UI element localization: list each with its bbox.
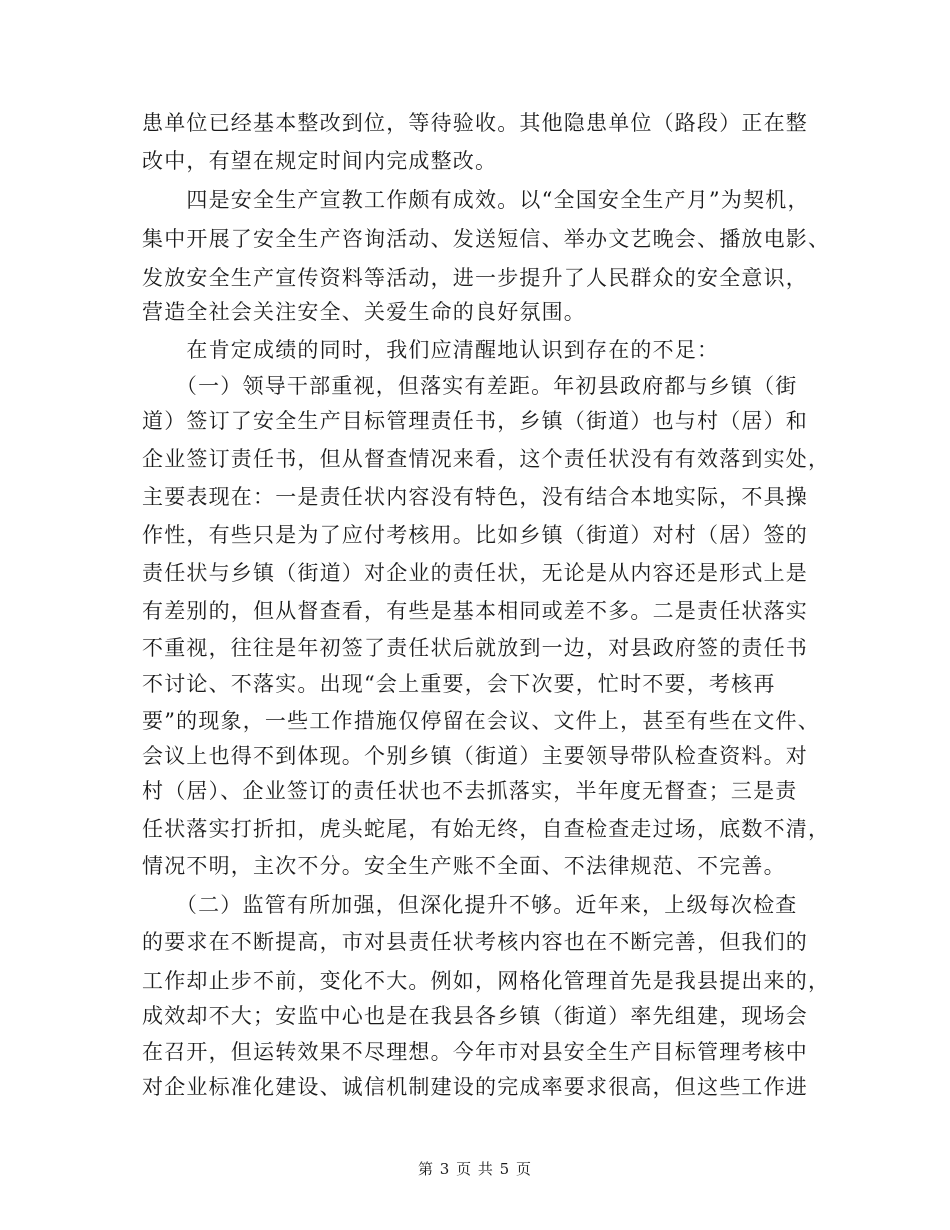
text-line: （一）领导干部重视，但落实有差距。年初县政府都与乡镇（街 — [142, 374, 798, 398]
text-line: 的要求在不断提高，市对县责任状考核内容也在不断完善，但我们的 — [142, 930, 808, 954]
text-line: 作性，有些只是为了应付考核用。比如乡镇（街道）对村（居）签的 — [142, 523, 808, 547]
text-line: （二）监管有所加强，但深化提升不够。近年来，上级每次检查 — [142, 893, 798, 917]
text-line: 集中开展了安全生产咨询活动、发送短信、举办文艺晚会、播放电影、 — [142, 227, 831, 251]
text-line: 营造全社会关注安全、关爱生命的良好氛围。 — [142, 300, 586, 324]
text-line: 企业签订责任书，但从督查情况来看，这个责任状没有有效落到实处， — [142, 447, 831, 471]
text-line: 改中，有望在规定时间内完成整改。 — [142, 149, 498, 173]
text-line: 发放安全生产宣传资料等活动，进一步提升了人民群众的安全意识， — [142, 266, 808, 290]
text-line: 情况不明，主次不分。安全生产账不全面、不法律规范、不完善。 — [142, 854, 786, 878]
text-line: 有差别的，但从督查看，有些是基本相同或差不多。二是责任状落实 — [142, 599, 808, 623]
text-line: 任状落实打折扣，虎头蛇尾，有始无终，自查检查走过场，底数不清， — [142, 817, 831, 841]
text-line: 主要表现在：一是责任状内容没有特色，没有结合本地实际，不具操 — [142, 485, 808, 509]
text-line: 在肯定成绩的同时，我们应清醒地认识到存在的不足： — [142, 338, 720, 362]
text-line: 责任状与乡镇（街道）对企业的责任状，无论是从内容还是形式上是 — [142, 561, 808, 585]
text-line: 对企业标准化建设、诚信机制建设的完成率要求很高，但这些工作进 — [142, 1075, 808, 1099]
text-line: 要”的现象，一些工作措施仅停留在会议、文件上，甚至有些在文件、 — [142, 709, 820, 733]
text-line: 工作却止步不前，变化不大。例如，网格化管理首先是我县提出来的， — [142, 969, 831, 993]
text-line: 道）签订了安全生产目标管理责任书，乡镇（街道）也与村（居）和 — [142, 409, 808, 433]
text-line: 不讨论、不落实。出现“会上重要，会下次要，忙时不要，考核再 — [142, 672, 776, 696]
text-line: 患单位已经基本整改到位，等待验收。其他隐患单位（路段）正在整 — [142, 111, 808, 135]
text-line: 成效却不大；安监中心也是在我县各乡镇（街道）率先组建，现场会 — [142, 1004, 808, 1028]
text-line: 不重视，往往是年初签了责任状后就放到一边，对县政府签的责任书 — [142, 636, 808, 660]
text-line: 在召开，但运转效果不尽理想。今年市对县安全生产目标管理考核中 — [142, 1040, 808, 1064]
text-line: 村（居）、企业签订的责任状也不去抓落实，半年度无督查；三是责 — [142, 779, 798, 803]
page-number-footer: 第 3 页 共 5 页 — [418, 1160, 532, 1178]
text-line: 四是安全生产宣教工作颇有成效。以“全国安全生产月”为契机， — [142, 188, 810, 212]
text-line: 会议上也得不到体现。个别乡镇（街道）主要领导带队检查资料。对 — [142, 744, 808, 768]
